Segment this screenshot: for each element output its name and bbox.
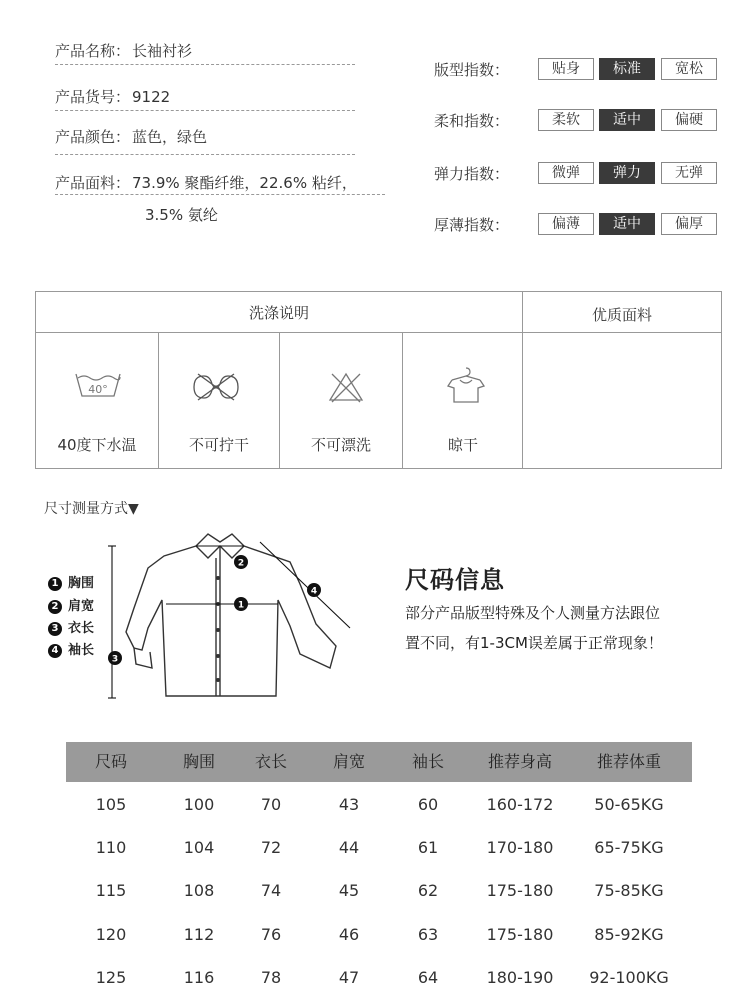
index-option: 偏薄 [538, 213, 594, 235]
size-table-cell: 92-100KG [589, 968, 669, 987]
legend-item-chest [48, 572, 94, 591]
quality-fabric-header: 优质面料 [591, 306, 652, 324]
index-option: 弹力 [599, 162, 655, 184]
wash-temperature-label: 40° [88, 383, 108, 396]
svg-text:2: 2 [237, 558, 245, 569]
size-table-cell: 63 [417, 925, 439, 944]
wash-instructions-header: 洗涤说明 [248, 304, 309, 322]
size-table-cell: 45 [338, 881, 360, 900]
size-table-cell: 108 [183, 881, 215, 900]
care-caption: 40度下水温 [57, 436, 137, 454]
size-table-cell: 175-180 [486, 881, 554, 900]
size-table-cell: 115 [95, 881, 127, 900]
svg-text:1: 1 [237, 600, 245, 611]
size-table-cell: 170-180 [486, 838, 554, 857]
svg-text:4: 4 [310, 586, 318, 597]
legend-label: 衣长 [68, 621, 95, 636]
index-label: 柔和指数： [434, 112, 510, 130]
size-table-cell: 60 [417, 795, 439, 814]
legend-item-sleeve [48, 639, 94, 658]
product-name-row [55, 40, 192, 61]
size-note-line2: 置不同，有1-3CM误差属于正常现象！ [405, 634, 663, 652]
size-table-cell: 116 [183, 968, 215, 987]
shirt-measure-diagram [104, 528, 374, 708]
divider [36, 332, 721, 333]
legend-label: 袖长 [68, 643, 95, 658]
size-table-cell: 46 [338, 925, 360, 944]
index-option: 适中 [599, 109, 655, 131]
size-table-cell: 76 [260, 925, 282, 944]
legend-item-shoulder [48, 595, 94, 614]
index-option: 贴身 [538, 58, 594, 80]
size-table-header-cell: 肩宽 [332, 752, 365, 771]
size-table-cell: 120 [95, 925, 127, 944]
index-option: 无弹 [661, 162, 717, 184]
size-table-cell: 47 [338, 968, 360, 987]
size-table-cell: 100 [183, 795, 215, 814]
size-table-cell: 61 [417, 838, 439, 857]
legend-label: 胸围 [68, 576, 95, 591]
size-table-cell: 62 [417, 881, 439, 900]
size-table-cell: 64 [417, 968, 439, 987]
divider [55, 194, 385, 195]
size-table-cell: 160-172 [486, 795, 554, 814]
size-table-cell: 104 [183, 838, 215, 857]
legend-item-length [48, 617, 94, 636]
divider [55, 110, 355, 111]
size-table-header-cell: 胸围 [182, 752, 215, 771]
index-label: 厚薄指数： [434, 216, 510, 234]
legend-number: 3 [48, 622, 62, 636]
wash-40-icon [74, 370, 122, 400]
size-table-cell: 44 [338, 838, 360, 857]
product-sku-row [55, 86, 170, 107]
care-caption: 不可漂洗 [310, 436, 371, 454]
size-note-line1: 部分产品版型特殊及个人测量方法跟位 [405, 604, 661, 622]
index-option: 柔软 [538, 109, 594, 131]
measure-method-title: 尺寸测量方式▼ [44, 501, 139, 517]
no-bleach-icon [326, 370, 366, 404]
legend-number: 2 [48, 600, 62, 614]
size-table-cell: 78 [260, 968, 282, 987]
divider [55, 154, 355, 155]
product-name-value: 长袖衬衫 [132, 42, 193, 60]
index-option: 宽松 [661, 58, 717, 80]
size-table-cell: 70 [260, 795, 282, 814]
size-table-cell: 43 [338, 795, 360, 814]
index-label: 弹力指数： [434, 165, 510, 183]
product-sku-label: 产品货号： [55, 88, 131, 106]
product-fabric-value: 73.9% 聚酯纤维，22.6% 粘纤， [132, 174, 357, 192]
product-color-row [55, 126, 207, 147]
size-table-header [66, 742, 692, 782]
index-option: 标准 [599, 58, 655, 80]
product-color-label: 产品颜色： [55, 128, 131, 146]
size-table-header-cell: 袖长 [411, 752, 444, 771]
size-table-cell: 180-190 [486, 968, 554, 987]
index-option: 微弹 [538, 162, 594, 184]
index-option: 偏厚 [661, 213, 717, 235]
divider [279, 332, 280, 468]
svg-text:3: 3 [111, 654, 119, 665]
size-table-cell: 65-75KG [594, 838, 664, 857]
size-table-header-cell: 推荐身高 [487, 752, 552, 771]
no-wring-icon [190, 372, 242, 402]
size-info-title: 尺码信息 [405, 566, 505, 594]
product-sku-value: 9122 [132, 88, 171, 106]
divider [55, 64, 355, 65]
size-table-header-cell: 衣长 [254, 752, 287, 771]
product-fabric-row [55, 172, 357, 193]
product-fabric-label: 产品面料： [55, 174, 131, 192]
hang-dry-icon [446, 366, 486, 406]
legend-number: 1 [48, 577, 62, 591]
index-label: 版型指数： [434, 61, 510, 79]
product-color-value: 蓝色，绿色 [132, 128, 208, 146]
care-caption: 不可拧干 [188, 436, 249, 454]
care-table [35, 291, 722, 469]
index-option: 适中 [599, 213, 655, 235]
size-table-header-cell: 推荐体重 [596, 752, 661, 771]
size-table-cell: 72 [260, 838, 282, 857]
size-table-cell: 112 [183, 925, 215, 944]
size-table-cell: 175-180 [486, 925, 554, 944]
size-table-cell: 105 [95, 795, 127, 814]
legend-label: 肩宽 [68, 599, 95, 614]
index-option: 偏硬 [661, 109, 717, 131]
size-table-cell: 110 [95, 838, 127, 857]
size-table-cell: 50-65KG [594, 795, 664, 814]
size-table-cell: 125 [95, 968, 127, 987]
product-fabric-value-2: 3.5% 氨纶 [145, 206, 218, 224]
product-name-label: 产品名称： [55, 42, 131, 60]
care-caption: 晾干 [447, 436, 478, 454]
size-table-cell: 85-92KG [594, 925, 664, 944]
size-table-cell: 75-85KG [594, 881, 664, 900]
legend-number: 4 [48, 644, 62, 658]
size-table-cell: 74 [260, 881, 282, 900]
size-table-header-cell: 尺码 [94, 752, 127, 771]
